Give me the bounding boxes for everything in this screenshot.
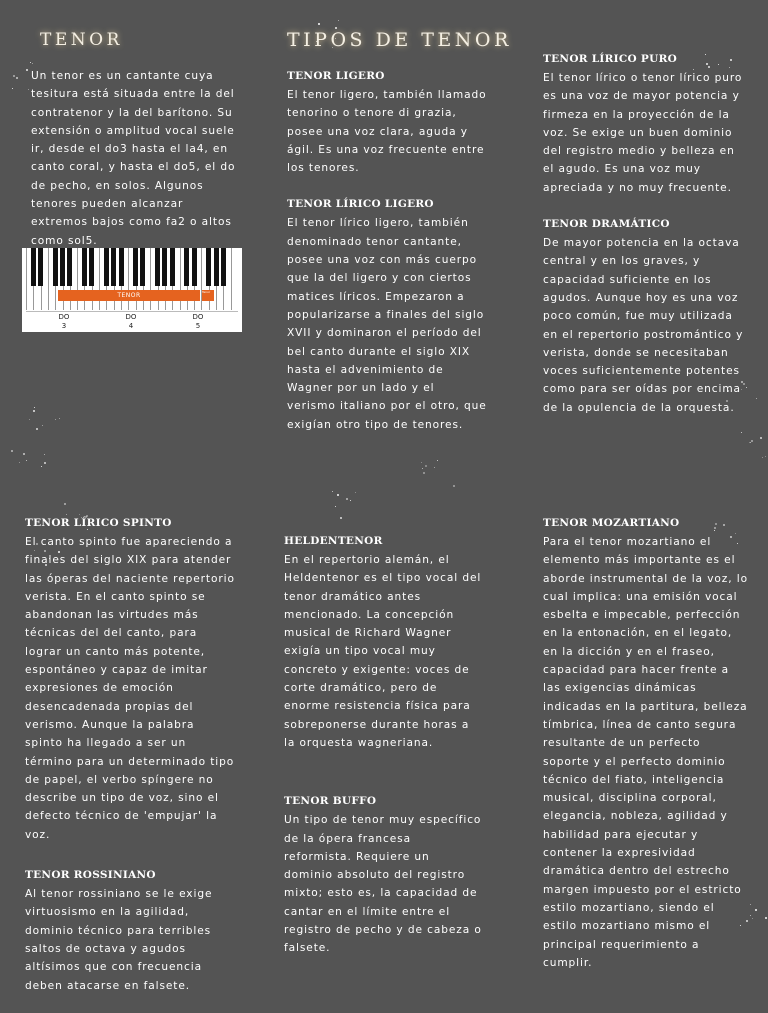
piano-black-key: [192, 248, 197, 286]
heading-heldentenor: HELDENTENOR: [284, 535, 383, 547]
column-right-top: [543, 50, 748, 435]
octave-do4-text: DO 4: [125, 313, 137, 330]
star-speck: [765, 456, 766, 457]
piano-black-key: [53, 248, 58, 286]
star-speck: [29, 419, 30, 420]
star-speck: [34, 407, 35, 408]
piano-black-key: [89, 248, 94, 286]
text-dramatico: De mayor potencia en la octava central y en los graves, y capacidad suficiente en los agudos. Aunque hoy es una voz poco común, fue muy utilizada en el repertorio postromántico y verista, donde se necesitaban voces suficientemente potentes como para ser oídas por encima de la opulencia de la orquesta.: [543, 237, 744, 414]
star-speck: [12, 88, 13, 89]
section-lirico-puro: [543, 50, 748, 197]
piano-black-key: [155, 248, 160, 286]
column-middle-top: [287, 67, 487, 452]
star-speck: [36, 428, 38, 430]
heading-spinto: TENOR LÍRICO SPINTO: [25, 517, 172, 529]
piano-black-key: [184, 248, 189, 286]
star-speck: [318, 23, 320, 25]
piano-black-key: [60, 248, 65, 286]
star-speck: [33, 410, 35, 412]
star-speck: [750, 904, 751, 905]
section-spinto: [25, 514, 235, 844]
star-speck: [350, 500, 351, 501]
octave-do5-text: DO 5: [192, 313, 204, 330]
star-speck: [750, 915, 751, 916]
text-mozartiano: Para el tenor mozartiano el elemento más importante es el aborde instrumental de la voz, lo cual implica: una emisión vocal esbelta e impecable, perfección en la entonación, en el legato, en la dicción y en el fraseo, capacidad para hacer frente a las exigencias dinámicas indicadas en la partitura, belleza tímbrica, línea de canto segura resultante de un perfecto soporte y el perfecto dominio técnico del fiato, inteligencia musical, disciplina corporal, elegancia, nobleza, agilidad y habilidad para ejecutar y contener la expresividad dramática dentro del estrecho margen impuesto por el estricto estilo mozartiano, siendo el estilo mozartiano mismo el principal requerimiento a cumplir.: [543, 536, 748, 969]
column-right-bottom: [543, 514, 748, 990]
star-speck: [760, 437, 762, 439]
tenor-range-bar: TENOR: [58, 290, 200, 301]
star-speck: [355, 492, 356, 493]
heading-rossiniano: TENOR ROSSINIANO: [25, 869, 156, 882]
star-speck: [437, 460, 438, 461]
section-buffo: [284, 792, 482, 957]
column-left-bottom: [25, 514, 235, 1013]
star-speck: [332, 491, 333, 492]
star-speck: [13, 75, 15, 77]
intro-text: Un tenor es un cantante cuya tesitura está situada entre la del contratenor y la del barítono. Su extensión o amplitud vocal suele ir, desde el do3 hasta el la4, en canto coral, y hasta el do5, el do de pecho, en solos. Algunos tenores pueden alcanzar extremos bajos como fa2 o altos como sol5.: [31, 70, 236, 247]
heading-lirico-ligero: TENOR LÍRICO LIGERO: [287, 198, 434, 211]
star-speck: [422, 468, 423, 469]
tenor-title: TENOR: [40, 30, 123, 50]
star-speck: [762, 457, 763, 458]
star-speck: [421, 462, 422, 463]
piano-black-key: [31, 248, 36, 286]
heading-dramatico: TENOR DRAMÁTICO: [543, 218, 670, 231]
text-ligero: El tenor ligero, también llamado tenorino o tenore di grazia, posee una voz clara, aguda y ágil. Es una voz frecuente entre los tenores.: [287, 89, 487, 175]
text-rossiniano: Al tenor rossiniano se le exige virtuosismo en la agilidad, dominio técnico para terribles saltos de octava y agudos altísimos que con frecuencia deben atacarse en falsete.: [25, 888, 213, 992]
tipos-title: TIPOS DE TENOR: [287, 29, 512, 51]
piano-black-key: [162, 248, 167, 286]
star-speck: [59, 418, 60, 419]
text-spinto: El canto spinto fue apareciendo a finales del siglo XIX para atender las óperas del naciente repertorio verista. En el canto spinto se abandonan las virtudes más técnicas del del canto, para lograr un canto más potente, espontáneo y capaz de imitar expresiones de emoción desencadenada propias del verismo. Aunque la palabra spinto ha llegado a ser un término para un determinado tipo de papel, el verbo spíngere no describe un tipo de voz, sino el defecto técnico de 'empujar' la voz.: [25, 536, 235, 841]
piano-black-key: [82, 248, 87, 286]
octave-label-do5: [188, 313, 208, 331]
star-speck: [423, 472, 425, 474]
star-speck: [28, 89, 29, 90]
star-speck: [64, 503, 66, 505]
text-buffo: Un tipo de tenor muy específico de la ópera francesa reformista. Requiere un dominio absoluto del registro mixto; esto es, la capacidad de cantar en el límite entre el registro de pecho y de cabeza o falsete.: [284, 814, 482, 955]
piano-black-key: [67, 248, 72, 286]
piano-black-key: [221, 248, 226, 286]
text-heldentenor: En el repertorio alemán, el Heldentenor es el tipo vocal del tenor dramático antes mencionado. La concepción musical de Richard Wagner exigía un tipo vocal muy concreto y exigente: voces de corte dramático, pero de enorme resistencia física para sobreponerse durante horas a la orquesta wagneriana.: [284, 554, 482, 749]
column-middle-bottom: [284, 532, 482, 976]
star-speck: [750, 442, 751, 443]
star-speck: [335, 506, 336, 507]
star-speck: [23, 453, 25, 455]
star-speck: [26, 69, 28, 71]
star-speck: [749, 442, 750, 443]
heading-mozartiano: TENOR MOZARTIANO: [543, 517, 680, 529]
star-speck: [26, 460, 27, 461]
section-ligero: [287, 67, 487, 177]
star-speck: [16, 77, 18, 79]
intro-block: [31, 67, 241, 250]
piano-keyboard: [26, 248, 238, 312]
section-mozartiano: [543, 514, 748, 972]
section-rossiniano: [25, 866, 235, 995]
star-speck: [751, 440, 753, 442]
star-speck: [19, 462, 20, 463]
piano-white-key: [231, 248, 238, 310]
star-speck: [752, 918, 753, 919]
piano-black-key: [104, 248, 109, 286]
star-speck: [338, 20, 339, 21]
star-speck: [425, 465, 427, 467]
section-lirico-ligero: [287, 195, 487, 434]
piano-black-key: [111, 248, 116, 286]
section-dramatico: [543, 215, 748, 417]
star-speck: [346, 498, 348, 500]
piano-black-key: [206, 248, 211, 286]
star-speck: [756, 398, 757, 399]
star-speck: [55, 419, 56, 420]
star-speck: [42, 425, 43, 426]
star-speck: [30, 62, 31, 63]
octave-do3-text: DO 3: [58, 313, 70, 330]
star-speck: [337, 494, 339, 496]
star-speck: [32, 63, 33, 64]
octave-label-do3: [54, 313, 74, 331]
text-lirico-ligero: El tenor lírico ligero, también denominado tenor cantante, posee una voz con más cuerpo que la del ligero y con ciertos matices líricos. Empezaron a popularizarse a finales del siglo XVII y dominaron el período del bel canto durante el siglo XIX hasta el advenimiento de Wagner por un lado y el verismo italiano por el otro, que exigían otro tipo de tenores.: [287, 217, 487, 431]
section-heldentenor: [284, 532, 482, 752]
star-speck: [340, 517, 342, 519]
piano-black-key: [38, 248, 43, 286]
heading-ligero: TENOR LIGERO: [287, 70, 385, 82]
piano-black-key: [214, 248, 219, 286]
star-speck: [44, 462, 46, 464]
star-speck: [765, 917, 767, 919]
piano-black-key: [133, 248, 138, 286]
tenor-range-tail: Tenor: [202, 290, 214, 301]
piano-black-key: [170, 248, 175, 286]
star-speck: [434, 467, 435, 468]
text-lirico-puro: El tenor lírico o tenor lírico puro es una voz de mayor potencia y firmeza en la proyección de la voz. Se exige un buen dominio del registro medio y belleza en el agudo. Es una voz muy apreciada y no muy frecuente.: [543, 72, 743, 194]
piano-range-image: [22, 248, 242, 332]
star-speck: [755, 909, 757, 911]
heading-buffo: TENOR BUFFO: [284, 795, 377, 808]
piano-black-key: [119, 248, 124, 286]
star-speck: [41, 466, 42, 467]
octave-label-do4: [121, 313, 141, 331]
heading-lirico-puro: TENOR LÍRICO PURO: [543, 53, 678, 65]
star-speck: [44, 454, 45, 455]
star-speck: [11, 450, 13, 452]
piano-black-key: [140, 248, 145, 286]
star-speck: [453, 485, 455, 487]
